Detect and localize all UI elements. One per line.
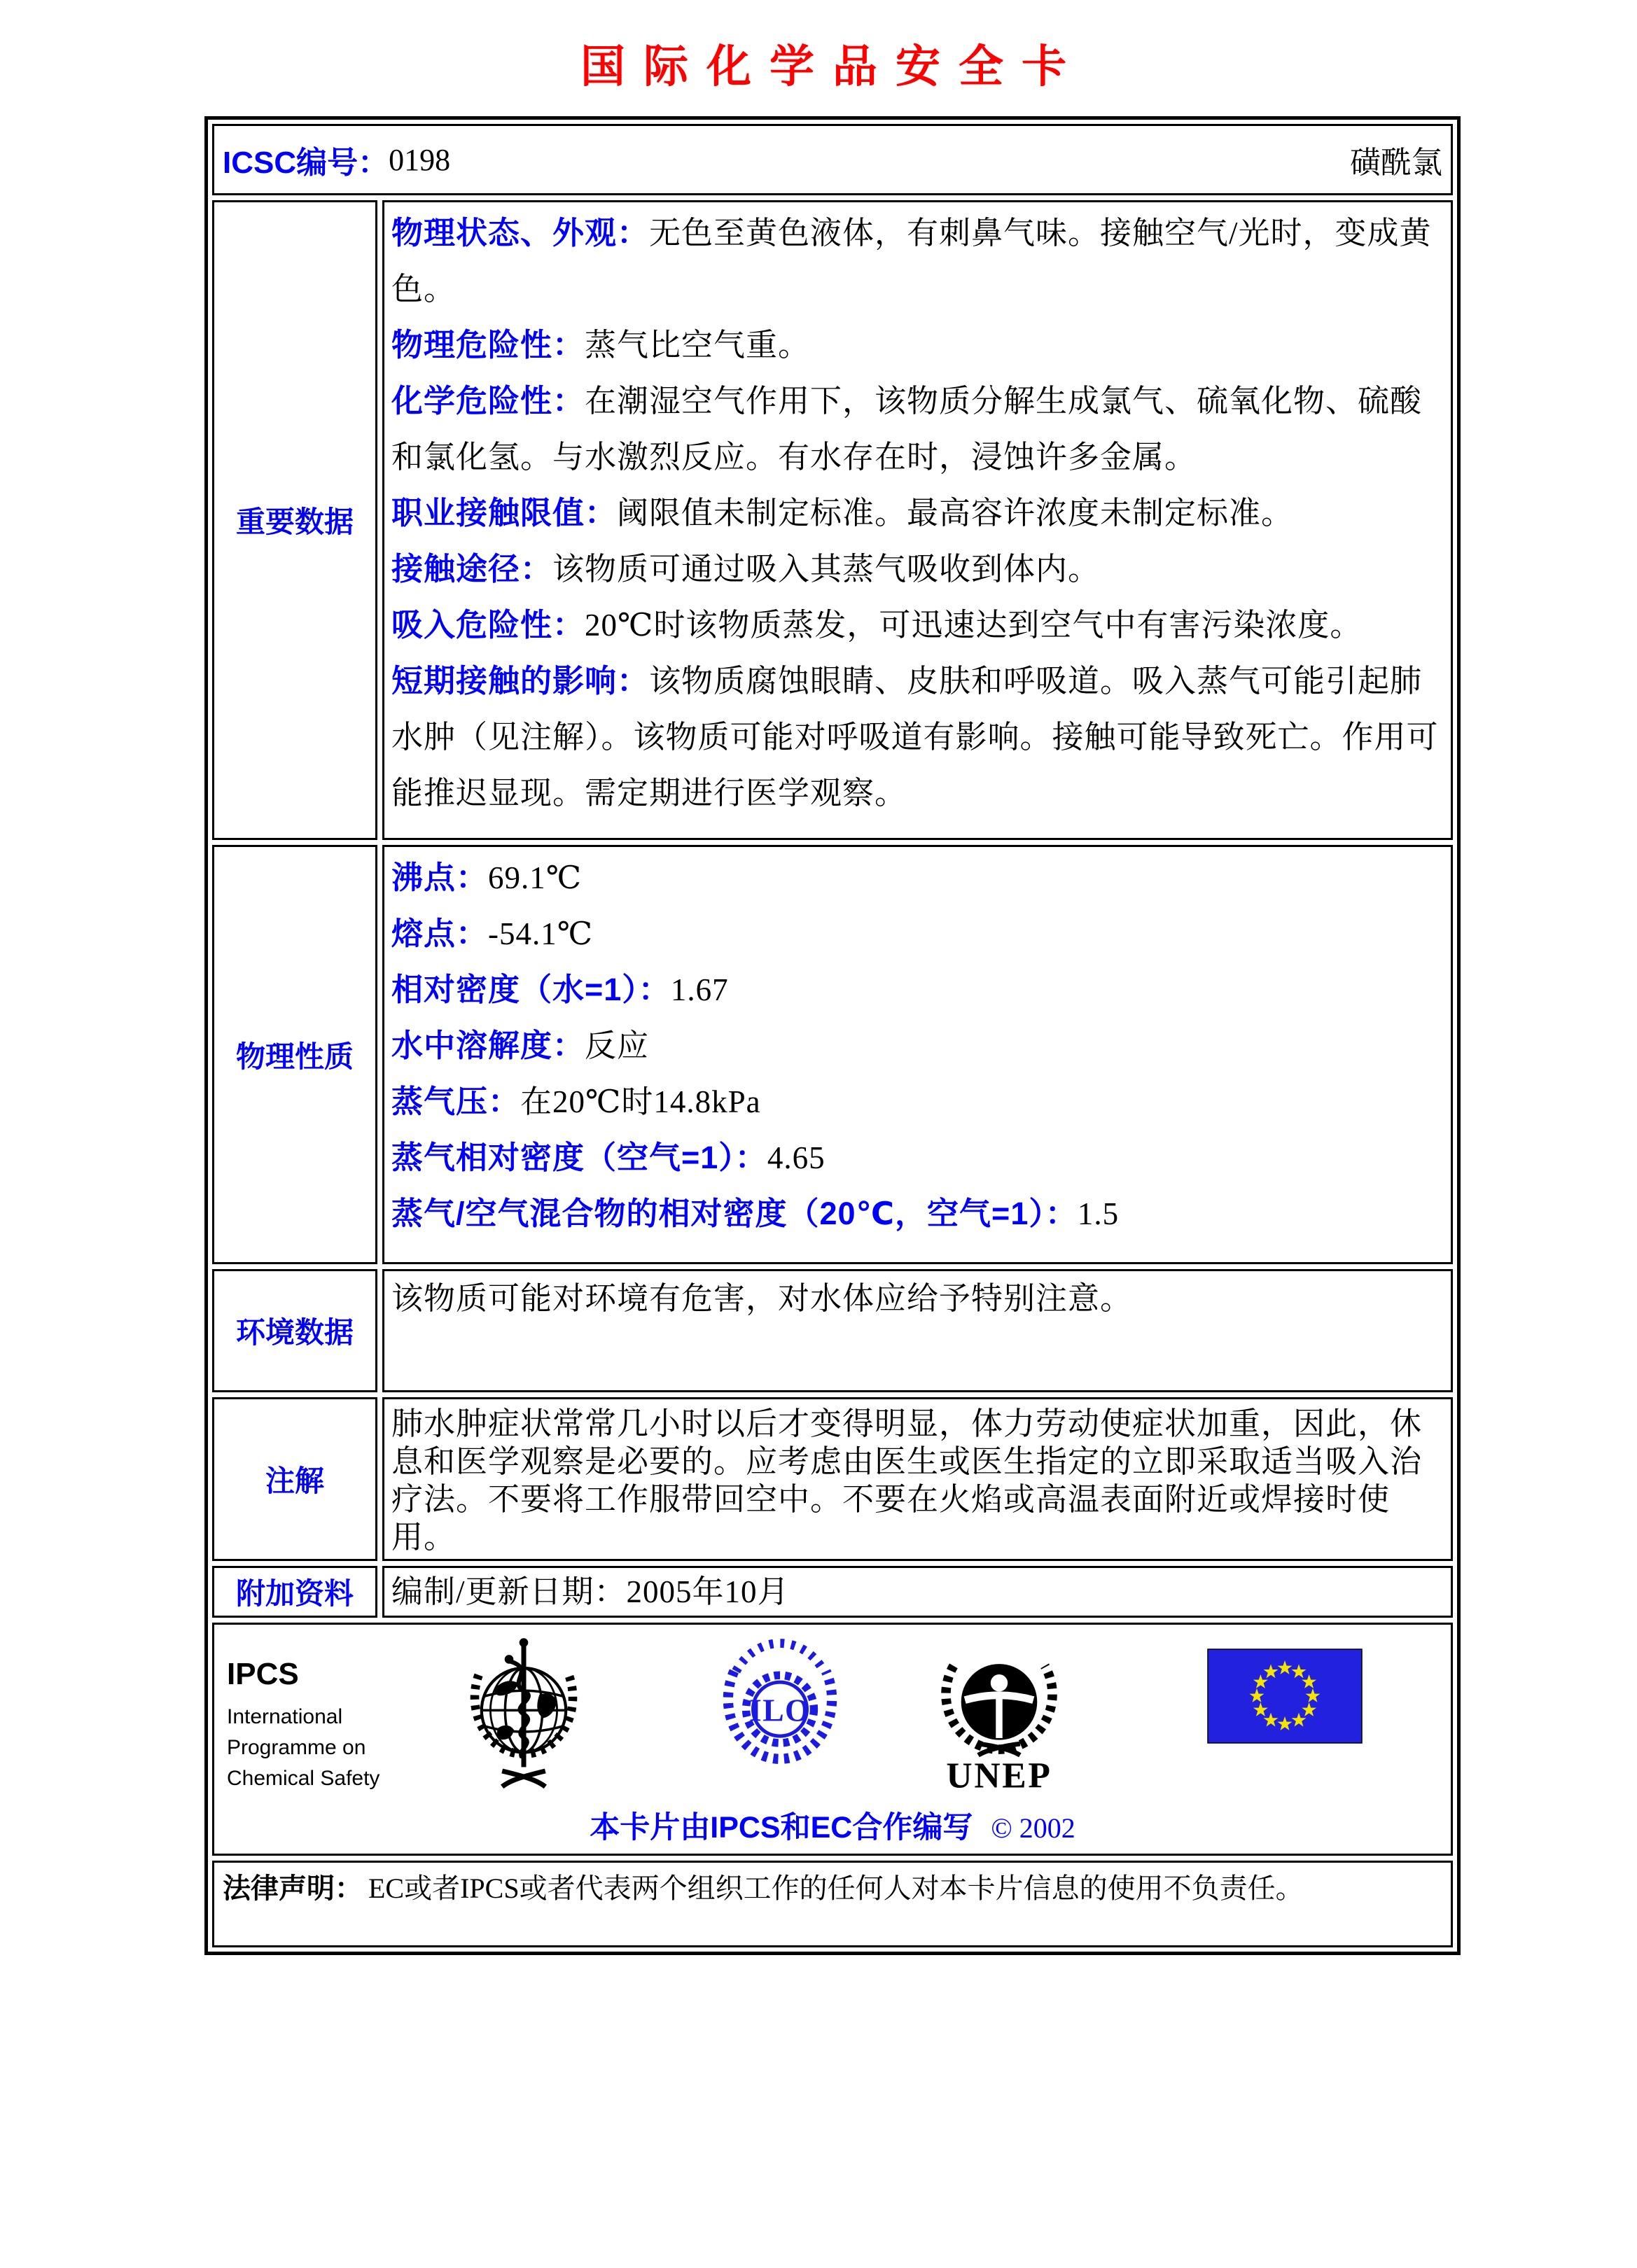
entry-exposure-route [391, 541, 1444, 597]
section-content-physical-properties [382, 845, 1453, 1264]
section-content-notes: 肺水肿症状常常几小时以后才变得明显，体力劳动使症状加重，因此，休息和医学观察是必要的。应考虑由医生或医生指定的立即采取适当吸入治疗法。不要将工作服带回空中。不要在火焰或高温表面附近或焊接时使用。 [382, 1397, 1453, 1561]
section-label-additional-info: 附加资料 [212, 1566, 377, 1618]
ilo-letters: ILO [749, 1692, 811, 1728]
legal-row [212, 1861, 1453, 1947]
entry-value: 1.67 [670, 972, 729, 1007]
icsc-number-group [223, 137, 450, 182]
entry-label: 物理状态、外观： [391, 215, 650, 251]
entry-value: 20℃时该物质蒸发，可迅速达到空气中有害污染浓度。 [585, 608, 1363, 643]
entry-vapor-density [391, 1130, 1444, 1186]
icsc-card [204, 31, 1461, 1955]
entry-value: 1.5 [1077, 1196, 1120, 1231]
entry-vapor-pressure [391, 1074, 1444, 1130]
icsc-table [204, 116, 1461, 1955]
entry-label: 吸入危险性： [391, 607, 585, 643]
icsc-number-value: 0198 [389, 142, 451, 177]
entry-label: 沸点： [391, 860, 489, 895]
entry-physical-state [391, 205, 1444, 317]
logos-row [212, 1623, 1453, 1856]
entry-label: 职业接触限值： [391, 495, 618, 531]
header-row [212, 124, 1453, 195]
entry-label: 蒸气相对密度（空气=1）： [391, 1140, 767, 1175]
chemical-name: 磺酰氯 [1350, 146, 1442, 180]
entry-label: 蒸气压： [391, 1084, 521, 1119]
section-label-environmental-data: 环境数据 [212, 1269, 377, 1392]
section-label-physical-properties: 物理性质 [212, 845, 377, 1264]
ipcs-subtitle-line: Programme on [227, 1736, 366, 1759]
icsc-table-grid [208, 120, 1457, 1952]
entry-value: 4.65 [767, 1140, 826, 1175]
entry-label: 短期接触的影响： [391, 663, 650, 699]
entry-relative-density [391, 962, 1444, 1018]
entry-label: 物理危险性： [391, 327, 585, 363]
entry-value: 无色至黄色液体，有刺鼻气味。接触空气/光时，变成黄色。 [391, 216, 1432, 307]
section-label-notes: 注解 [212, 1397, 377, 1561]
section-content-important-data [382, 200, 1453, 840]
entry-value: -54.1℃ [488, 916, 594, 951]
entry-value: 阈限值未制定标准。最高容许浓度未制定标准。 [617, 496, 1294, 531]
entry-exposure-limit [391, 485, 1444, 541]
entry-label: 蒸气/空气混合物的相对密度（20℃，空气=1）： [391, 1196, 1078, 1231]
section-content-environmental-data: 该物质可能对环境有危害，对水体应给予特别注意。 [382, 1269, 1453, 1392]
ipcs-subtitle-line: Chemical Safety [227, 1767, 380, 1790]
unep-letters: UNEP [946, 1756, 1052, 1795]
section-content-additional-info: 编制/更新日期：2005年10月 [382, 1566, 1453, 1618]
ipcs-text-block [227, 1657, 403, 1794]
entry-physical-hazard [391, 317, 1444, 373]
eu-flag-icon [1207, 1648, 1363, 1744]
entry-value: 该物质可通过吸入其蒸气吸收到体内。 [552, 552, 1101, 587]
entry-value: 在20℃时14.8kPa [520, 1084, 761, 1119]
ipcs-title: IPCS [227, 1657, 299, 1691]
cooperation-caption [221, 1804, 1444, 1847]
entry-water-solubility [391, 1018, 1444, 1074]
entry-boiling-point [391, 850, 1444, 906]
entry-value: 蒸气比空气重。 [585, 328, 811, 363]
cooperation-text: 本卡片由IPCS和EC合作编写 [590, 1811, 973, 1844]
entry-label: 化学危险性： [391, 383, 585, 419]
section-label-important-data: 重要数据 [212, 200, 377, 840]
entry-value: 反应 [585, 1028, 650, 1063]
unep-logo-icon [933, 1633, 1066, 1795]
entry-label: 水中溶解度： [391, 1028, 585, 1063]
entry-short-term-effects [391, 653, 1444, 821]
who-logo-icon [465, 1637, 583, 1797]
legal-text: EC或者IPCS或者代表两个组织工作的任何人对本卡片信息的使用不负责任。 [368, 1872, 1304, 1904]
entry-value: 在潮湿空气作用下，该物质分解生成氯气、硫氧化物、硫酸和氯化氢。与水激烈反应。有水存在时，浸蚀许多金属。 [391, 384, 1423, 475]
entry-melting-point [391, 906, 1444, 962]
ipcs-subtitle-line: International [227, 1705, 343, 1728]
entry-inhalation-risk [391, 597, 1444, 653]
icsc-number-label: ICSC编号： [223, 146, 389, 180]
entry-value: 69.1℃ [488, 860, 583, 895]
entry-label: 接触途径： [391, 551, 553, 587]
entry-chemical-hazard [391, 373, 1444, 485]
entry-vapor-air-mixture-density [391, 1186, 1444, 1242]
page-title: 国际化学品安全卡 [580, 42, 1085, 92]
entry-label: 相对密度（水=1）： [391, 972, 671, 1007]
legal-label: 法律声明： [223, 1873, 363, 1904]
entry-label: 熔点： [391, 916, 489, 951]
ilo-logo-icon [720, 1637, 840, 1797]
copyright-year: © 2002 [991, 1812, 1075, 1844]
entry-value: 该物质腐蚀眼睛、皮肤和呼吸道。吸入蒸气可能引起肺水肿（见注解）。该物质可能对呼吸道有影响。接触可能导致死亡。作用可能推迟显现。需定期进行医学观察。 [391, 664, 1439, 811]
